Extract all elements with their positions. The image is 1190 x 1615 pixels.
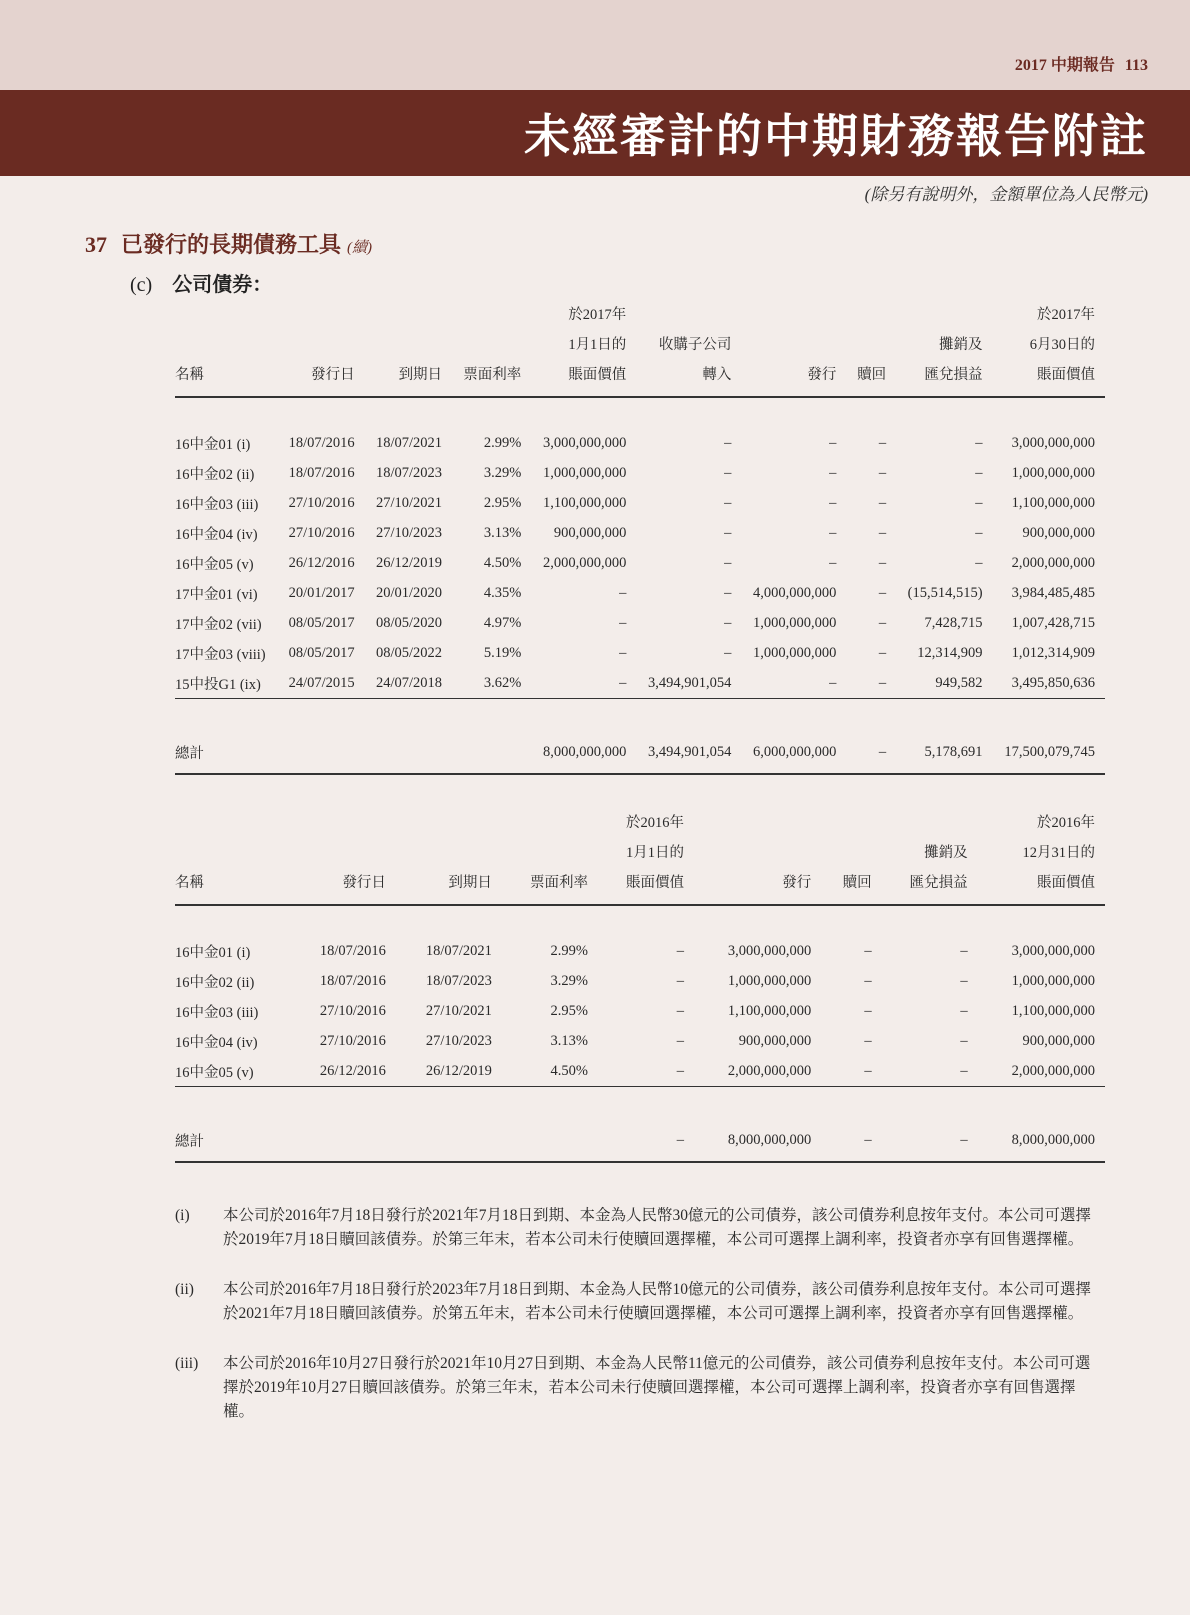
footnote-marker: (ii) [175, 1281, 194, 1298]
cell-closing: 1,100,000,000 [1011, 494, 1095, 511]
cell-issued: 1,000,000,000 [727, 972, 812, 989]
cell-maturity: 20/01/2020 [376, 584, 443, 601]
cell-opening: 3,000,000,000 [542, 434, 627, 451]
table-row [175, 1026, 1105, 1056]
page-title: 未經審計的中期財務報告附註 [524, 111, 1148, 162]
header-opening-line2: 1月1日的 [626, 845, 684, 861]
cell-issued: – [829, 554, 837, 571]
cell-maturity: 24/07/2018 [365, 668, 452, 699]
total-row [175, 735, 1105, 774]
cell-coupon: 2.95% [550, 1002, 588, 1019]
header-issue-date: 發行日 [290, 868, 396, 905]
total-issued: 6,000,000,000 [741, 735, 846, 774]
report-label: 2017 中期報告 [1014, 57, 1115, 74]
header-issued: 發行 [741, 360, 846, 397]
cell-coupon: 4.50% [483, 554, 522, 571]
table-row [175, 936, 1105, 966]
header-opening-line2: 1月1日的 [568, 337, 627, 353]
cell-amort: – [960, 972, 968, 989]
total-label: 總計 [175, 735, 277, 774]
total-closing: 8,000,000,000 [978, 1123, 1105, 1162]
total-closing: 17,500,079,745 [993, 735, 1105, 774]
cell-name: 17中金03 (viii) [175, 646, 266, 663]
cell-issued: 1,000,000,000 [752, 644, 837, 661]
cell-redeemed: – [821, 1056, 881, 1087]
table-row [175, 996, 1105, 1026]
header-name: 名稱 [175, 868, 290, 905]
footnote [175, 1278, 1105, 1326]
cell-coupon: 4.35% [483, 584, 522, 601]
page-number: 113 [1124, 57, 1148, 74]
header-issue-date: 發行日 [277, 360, 364, 397]
cell-name: 16中金04 (iv) [175, 1034, 258, 1051]
cell-issued: – [829, 494, 837, 511]
table-row [175, 1056, 1105, 1087]
cell-issued: 3,000,000,000 [727, 942, 812, 959]
cell-maturity: 18/07/2023 [425, 972, 492, 989]
cell-name: 16中金03 (iii) [175, 496, 259, 513]
section-heading [85, 228, 372, 259]
cell-redeemed: – [878, 494, 887, 511]
header-closing-line2: 12月31日的 [1022, 845, 1095, 861]
header-closing-line1: 於2016年 [1037, 815, 1095, 831]
cell-amort: 949,582 [896, 668, 992, 699]
header-name: 名稱 [175, 360, 277, 397]
cell-name: 16中金01 (i) [175, 944, 251, 961]
cell-name: 16中金03 (iii) [175, 1004, 259, 1021]
header-closing-line3: 賬面價值 [993, 360, 1105, 397]
cell-issued: – [829, 464, 837, 481]
subsection-heading [130, 268, 272, 297]
cell-closing: 1,000,000,000 [1011, 972, 1095, 989]
cell-name: 16中金02 (ii) [175, 466, 255, 483]
table-row [175, 548, 1105, 578]
cell-redeemed: – [864, 1032, 872, 1049]
cell-issue-date: 27/10/2016 [288, 494, 355, 511]
title-band [0, 90, 1190, 176]
section-number: 37 [85, 232, 107, 257]
cell-amort: (15,514,515) [907, 584, 983, 601]
cell-amort: – [975, 524, 983, 541]
cell-issued: – [741, 668, 846, 699]
cell-closing: 3,984,485,485 [1011, 584, 1095, 601]
header-closing-line3: 賬面價值 [978, 868, 1105, 905]
total-row [175, 1123, 1105, 1162]
cell-coupon: 3.13% [483, 524, 522, 541]
table-row [175, 966, 1105, 996]
cell-acquired: – [724, 614, 732, 631]
cell-opening: – [619, 614, 627, 631]
cell-issued: 4,000,000,000 [752, 584, 837, 601]
header-maturity: 到期日 [365, 360, 452, 397]
table-row [175, 458, 1105, 488]
bonds-table-2017 [175, 300, 1105, 775]
cell-issue-date: 24/07/2015 [277, 668, 364, 699]
cell-opening: – [676, 1002, 684, 1019]
subsection-label: (c) [130, 274, 153, 296]
cell-issued: 900,000,000 [738, 1032, 812, 1049]
total-amort: 5,178,691 [896, 735, 992, 774]
header-opening-line3: 賬面價值 [598, 868, 694, 905]
cell-acquired: – [724, 644, 732, 661]
cell-amort: – [960, 1002, 968, 1019]
header-redeemed: 贖回 [846, 360, 896, 397]
cell-maturity: 26/12/2019 [376, 554, 443, 571]
cell-acquired: – [724, 464, 732, 481]
cell-redeemed: – [878, 434, 887, 451]
header-opening-line1: 於2016年 [626, 815, 684, 831]
cell-closing: 1,000,000,000 [1011, 464, 1095, 481]
cell-name: 16中金02 (ii) [175, 974, 255, 991]
cell-acquired: – [724, 584, 732, 601]
cell-redeemed: – [846, 668, 896, 699]
cell-amort: – [882, 1056, 978, 1087]
total-acquired: 3,494,901,054 [636, 735, 741, 774]
cell-maturity: 18/07/2021 [376, 434, 443, 451]
cell-acquired: 3,494,901,054 [636, 668, 741, 699]
cell-maturity: 26/12/2019 [396, 1056, 502, 1087]
cell-redeemed: – [878, 464, 887, 481]
cell-coupon: 3.29% [550, 972, 588, 989]
currency-note: (除另有說明外，金額單位為人民幣元) [864, 185, 1148, 204]
cell-amort: – [975, 494, 983, 511]
cell-issue-date: 08/05/2017 [288, 614, 355, 631]
total-redeemed: – [821, 1123, 881, 1162]
cell-closing: 3,000,000,000 [1011, 942, 1095, 959]
cell-issue-date: 27/10/2016 [319, 1032, 386, 1049]
cell-closing: 2,000,000,000 [978, 1056, 1105, 1087]
total-redeemed: – [846, 735, 896, 774]
header-coupon: 票面利率 [452, 360, 531, 397]
cell-amort: – [975, 464, 983, 481]
cell-maturity: 18/07/2021 [425, 942, 492, 959]
bonds-table-2016 [175, 808, 1105, 1163]
cell-opening: 900,000,000 [553, 524, 627, 541]
cell-coupon: 5.19% [483, 644, 522, 661]
header-amort-line2: 匯兌損益 [896, 360, 992, 397]
cell-closing: 2,000,000,000 [1011, 554, 1095, 571]
cell-issue-date: 18/07/2016 [288, 434, 355, 451]
cell-closing: 1,012,314,909 [1011, 644, 1095, 661]
header-issued: 發行 [694, 868, 821, 905]
cell-coupon: 3.62% [452, 668, 531, 699]
total-opening: 8,000,000,000 [531, 735, 636, 774]
cell-issue-date: 18/07/2016 [288, 464, 355, 481]
cell-issue-date: 26/12/2016 [288, 554, 355, 571]
cell-opening: – [531, 668, 636, 699]
table-row [175, 518, 1105, 548]
total-amort: – [882, 1123, 978, 1162]
cell-amort: 12,314,909 [917, 644, 983, 661]
cell-redeemed: – [864, 1002, 872, 1019]
cell-maturity: 18/07/2023 [376, 464, 443, 481]
cell-amort: – [975, 554, 983, 571]
total-label: 總計 [175, 1123, 290, 1162]
cell-coupon: 4.97% [483, 614, 522, 631]
cell-redeemed: – [864, 972, 872, 989]
cell-acquired: – [724, 434, 732, 451]
table-row [175, 488, 1105, 518]
cell-amort: – [960, 1032, 968, 1049]
cell-opening: 2,000,000,000 [542, 554, 627, 571]
footnote-marker: (iii) [175, 1355, 199, 1372]
cell-issued: 1,100,000,000 [727, 1002, 812, 1019]
header-amort-line2: 匯兌損益 [882, 868, 978, 905]
cell-opening: – [619, 584, 627, 601]
cell-maturity: 08/05/2020 [376, 614, 443, 631]
cell-issue-date: 27/10/2016 [319, 1002, 386, 1019]
footnote [175, 1204, 1105, 1252]
cell-acquired: – [724, 494, 732, 511]
header-acquired-line1: 收購子公司 [658, 337, 732, 353]
cell-name: 17中金01 (vi) [175, 586, 258, 603]
footnote-marker: (i) [175, 1207, 190, 1224]
header-closing-line1: 於2017年 [1037, 307, 1095, 323]
table-row [175, 638, 1105, 668]
footnote-text: 本公司於2016年10月27日發行於2021年10月27日到期、本金為人民幣11億元的公司債券，該公司債券利息按年支付。本公司可選擇於2019年10月27日贖回該債券。於第三年末，若本公司未行使贖回選擇權，本公司可選擇上調利率，投資者亦享有回售選擇權。 [223, 1355, 1091, 1420]
cell-closing: 1,100,000,000 [1011, 1002, 1095, 1019]
cell-closing: 900,000,000 [1022, 1032, 1095, 1049]
total-issued: 8,000,000,000 [694, 1123, 821, 1162]
cell-redeemed: – [878, 554, 887, 571]
cell-name: 16中金01 (i) [175, 436, 251, 453]
cell-name: 17中金02 (vii) [175, 616, 262, 633]
cell-issue-date: 18/07/2016 [319, 972, 386, 989]
cell-name: 15中投G1 (ix) [175, 668, 277, 699]
header-redeemed: 贖回 [821, 868, 881, 905]
cell-opening: – [676, 972, 684, 989]
header-opening-line3: 賬面價值 [531, 360, 636, 397]
cell-name: 16中金05 (v) [175, 556, 254, 573]
cell-closing: 1,007,428,715 [1011, 614, 1095, 631]
table-row [175, 668, 1105, 699]
cell-redeemed: – [878, 524, 887, 541]
footnote-text: 本公司於2016年7月18日發行於2021年7月18日到期、本金為人民幣30億元的公司債券，該公司債券利息按年支付。本公司可選擇於2019年7月18日贖回該債券。於第三年末，若本公司未行使贖回選擇權，本公司可選擇上調利率，投資者亦享有回售選擇權。 [223, 1207, 1092, 1248]
header-amort-line1: 攤銷及 [939, 337, 983, 353]
cell-redeemed: – [864, 942, 872, 959]
cell-closing: 3,495,850,636 [993, 668, 1105, 699]
cell-maturity: 08/05/2022 [376, 644, 443, 661]
cell-issue-date: 18/07/2016 [319, 942, 386, 959]
cell-maturity: 27/10/2023 [376, 524, 443, 541]
cell-opening: – [676, 942, 684, 959]
header-maturity: 到期日 [396, 868, 502, 905]
cell-closing: 900,000,000 [1022, 524, 1095, 541]
header-coupon: 票面利率 [502, 868, 598, 905]
table-row [175, 608, 1105, 638]
cell-opening: 1,100,000,000 [542, 494, 627, 511]
cell-coupon: 2.99% [550, 942, 588, 959]
cell-acquired: – [724, 524, 732, 541]
cell-amort: – [960, 942, 968, 959]
cell-issued: – [829, 524, 837, 541]
cell-maturity: 27/10/2021 [425, 1002, 492, 1019]
cell-acquired: – [724, 554, 732, 571]
continued-marker: (續) [347, 240, 373, 256]
page-reference [1015, 52, 1148, 75]
cell-name: 16中金05 (v) [175, 1056, 290, 1087]
cell-redeemed: – [878, 644, 887, 661]
cell-coupon: 4.50% [502, 1056, 598, 1087]
cell-issued: – [829, 434, 837, 451]
footnote-text: 本公司於2016年7月18日發行於2023年7月18日到期、本金為人民幣10億元的公司債券，該公司債券利息按年支付。本公司可選擇於2021年7月18日贖回該債券。於第五年末，若本公司未行使贖回選擇權，本公司可選擇上調利率，投資者亦享有回售選擇權。 [223, 1281, 1092, 1322]
cell-coupon: 3.13% [550, 1032, 588, 1049]
cell-opening: – [676, 1032, 684, 1049]
cell-issue-date: 27/10/2016 [288, 524, 355, 541]
cell-maturity: 27/10/2023 [425, 1032, 492, 1049]
cell-issued: 2,000,000,000 [694, 1056, 821, 1087]
cell-redeemed: – [878, 584, 887, 601]
cell-issue-date: 08/05/2017 [288, 644, 355, 661]
cell-coupon: 2.95% [483, 494, 522, 511]
cell-coupon: 3.29% [483, 464, 522, 481]
cell-coupon: 2.99% [483, 434, 522, 451]
total-opening: – [598, 1123, 694, 1162]
cell-amort: – [975, 434, 983, 451]
cell-maturity: 27/10/2021 [376, 494, 443, 511]
top-band [0, 0, 1190, 90]
cell-closing: 3,000,000,000 [1011, 434, 1095, 451]
table-row [175, 578, 1105, 608]
footnote [175, 1352, 1105, 1424]
subsection-title: 公司債券： [172, 274, 273, 296]
cell-redeemed: – [878, 614, 887, 631]
header-opening-line1: 於2017年 [568, 307, 627, 323]
cell-opening: – [619, 644, 627, 661]
header-closing-line2: 6月30日的 [1029, 337, 1095, 353]
footnotes [175, 1204, 1105, 1450]
cell-issued: 1,000,000,000 [752, 614, 837, 631]
cell-issue-date: 20/01/2017 [288, 584, 355, 601]
cell-opening: – [598, 1056, 694, 1087]
header-acquired-line2: 轉入 [636, 360, 741, 397]
section-title: 已發行的長期債務工具 [121, 232, 342, 257]
cell-amort: 7,428,715 [924, 614, 983, 631]
header-amort-line1: 攤銷及 [924, 845, 968, 861]
cell-name: 16中金04 (iv) [175, 526, 258, 543]
cell-opening: 1,000,000,000 [542, 464, 627, 481]
table-row [175, 428, 1105, 458]
cell-issue-date: 26/12/2016 [290, 1056, 396, 1087]
